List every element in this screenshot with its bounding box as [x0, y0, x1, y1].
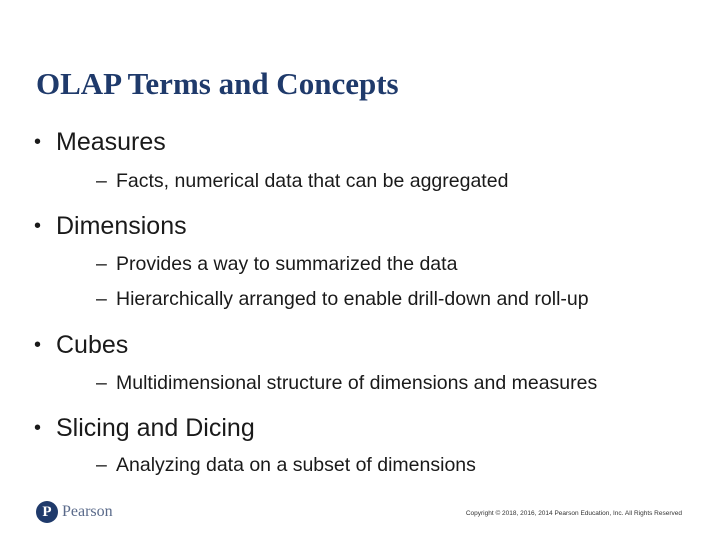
bullet-heading: Measures	[56, 128, 166, 156]
sub-bullet-text: Provides a way to summarized the data	[116, 253, 458, 275]
bullet-slicing-dicing	[34, 414, 255, 443]
dash: –	[96, 253, 107, 275]
bullet-heading: Slicing and Dicing	[56, 414, 255, 442]
sub-bullet	[96, 253, 457, 276]
sub-bullet-text: Hierarchically arranged to enable drill-down and roll-up	[116, 288, 589, 310]
copyright-notice: Copyright © 2018, 2016, 2014 Pearson Education, Inc. All Rights Reserved	[465, 510, 682, 517]
sub-bullet	[96, 454, 476, 477]
pearson-logo-icon: P	[36, 501, 58, 523]
bullet-dimensions	[34, 212, 187, 241]
sub-bullet-text: Analyzing data on a subset of dimensions	[116, 454, 476, 476]
dash: –	[96, 170, 107, 192]
bullet-heading: Cubes	[56, 331, 129, 359]
bullet-cubes	[34, 331, 128, 360]
dash: –	[96, 372, 107, 394]
bullet-heading: Dimensions	[56, 212, 187, 240]
sub-bullet	[96, 372, 597, 395]
bullet-dot: •	[34, 215, 42, 237]
sub-bullet-text: Multidimensional structure of dimensions and measures	[116, 372, 598, 394]
dash: –	[96, 454, 107, 476]
sub-bullet	[96, 170, 508, 193]
bullet-dot: •	[34, 334, 42, 356]
sub-bullet	[96, 288, 589, 311]
slide-title: OLAP Terms and Concepts	[36, 66, 399, 101]
bullet-dot: •	[34, 131, 42, 153]
pearson-logo	[36, 501, 113, 523]
bullet-measures	[34, 128, 166, 157]
bullet-dot: •	[34, 417, 42, 439]
sub-bullet-text: Facts, numerical data that can be aggregated	[116, 170, 509, 192]
dash: –	[96, 288, 107, 310]
pearson-logo-text: Pearson	[62, 503, 113, 520]
